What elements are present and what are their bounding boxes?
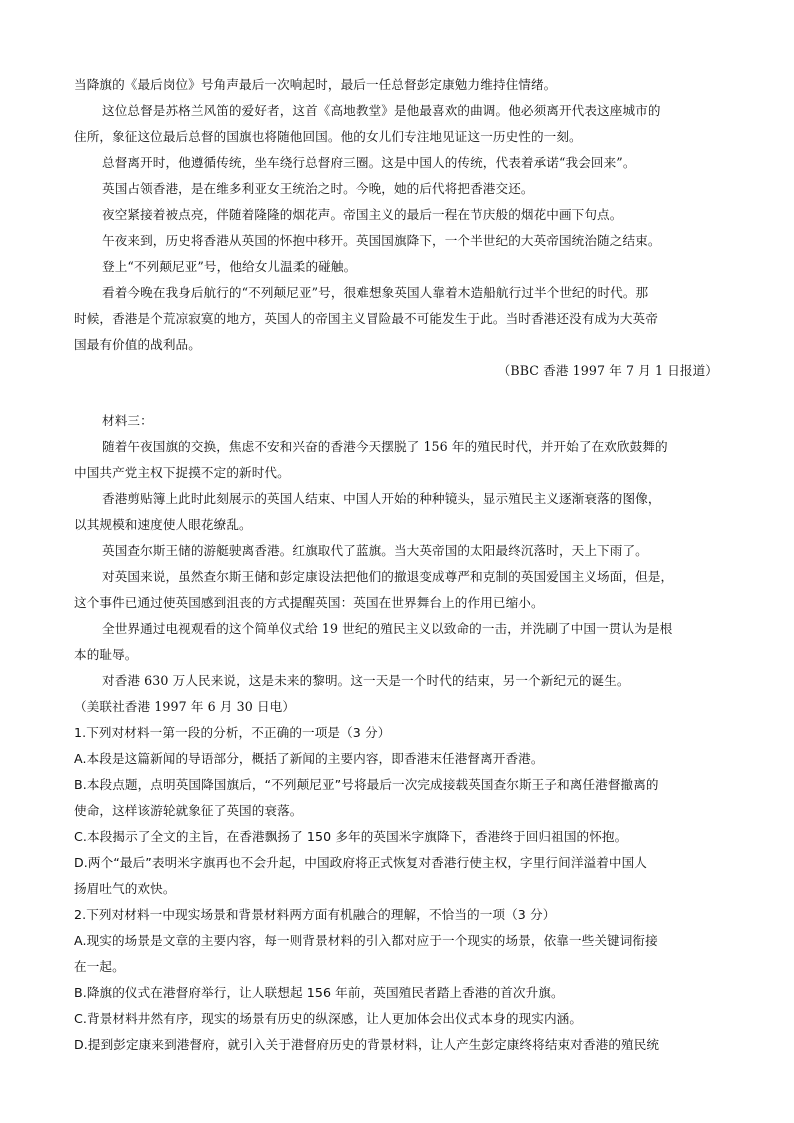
material2-line: 这位总督是苏格兰风笛的爱好者，这首《高地教堂》是他最喜欢的曲调。他必须离开代表这座城市的	[102, 103, 661, 118]
material2-line: 看着今晚在我身后航行的“不列颠尼亚”号，很难想象英国人靠着木造船航行过半个世纪的时代。那	[102, 285, 649, 300]
material3-line: 随着午夜国旗的交换，焦虑不安和兴奋的香港今天摆脱了 156 年的殖民时代，并开始了在欢欣鼓舞的	[102, 439, 668, 454]
question-option-c[interactable]: C.本段揭示了全文的主旨，在香港飘扬了 150 多年的英国米字旗降下，香港终于回归祖国的怀抱。	[74, 829, 628, 844]
question-option-b[interactable]: B.降旗的仪式在港督府举行，让人联想起 156 年前，英国殖民者踏上香港的首次升旗。	[74, 985, 564, 1000]
question-option-d-cont: 扬眉吐气的欢快。	[74, 881, 176, 896]
material2-source: （BBC 香港 1997 年 7 月 1 日报道）	[497, 363, 718, 378]
material3-line: 以其规模和速度使人眼花缭乱。	[74, 517, 252, 532]
question-option-b-cont: 使命，这样该游轮就象征了英国的衰落。	[74, 803, 303, 818]
material3-line: 这个事件已通过使英国感到沮丧的方式提醒英国：英国在世界舞台上的作用已缩小。	[74, 595, 544, 610]
material2-line: 英国占领香港，是在维多利亚女王统治之时。今晚，她的后代将把香港交还。	[102, 181, 534, 196]
question-option-a-cont: 在一起。	[74, 959, 125, 974]
material2-line: 登上“不列颠尼亚”号，他给女儿温柔的碰触。	[102, 259, 357, 274]
question-stem: 1.下列对材料一第一段的分析，不正确的一项是（3 分）	[74, 725, 391, 740]
material3-line: 本的耻辱。	[74, 647, 138, 662]
question-option-a[interactable]: A.本段是这篇新闻的导语部分，概括了新闻的主要内容，即香港末任港督离开香港。	[74, 751, 544, 766]
question-option-d[interactable]: D.提到彭定康来到港督府，就引入关于港督府历史的背景材料，让人产生彭定康终将结束对香港的殖民统	[74, 1037, 660, 1052]
material2-line: 国最有价值的战利品。	[74, 337, 201, 352]
material3-line: 对英国来说，虽然查尔斯王储和彭定康设法把他们的撤退变成尊严和克制的英国爱国主义场面，但是，	[102, 569, 674, 584]
question-option-b[interactable]: B.本段点题，点明英国降国旗后，“不列颠尼亚”号将最后一次完成接载英国查尔斯王子和离任港督撤离的	[74, 777, 659, 792]
material3-source: （美联社香港 1997 年 6 月 30 日电）	[74, 699, 296, 714]
material2-line: 总督离开时，他遵循传统，坐车绕行总督府三圈。这是中国人的传统，代表着承诺“我会回来”。	[102, 155, 636, 170]
material3-line: 英国查尔斯王储的游艇驶离香港。红旗取代了蓝旗。当大英帝国的太阳最终沉落时，天上下雨了。	[102, 543, 648, 558]
material3-line: 对香港 630 万人民来说，这是未来的黎明。这一天是一个时代的结束，另一个新纪元的诞生。	[102, 673, 630, 688]
material2-line: 午夜来到，历史将香港从英国的怀抱中移开。英国国旗降下，一个半世纪的大英帝国统治随之结束。	[102, 233, 661, 248]
material3-line: 中国共产党主权下捉摸不定的新时代。	[74, 465, 290, 480]
question-option-a[interactable]: A.现实的场景是文章的主要内容，每一则背景材料的引入都对应于一个现实的场景，依靠一些关键词衔接	[74, 933, 658, 948]
material2-line: 当降旗的《最后岗位》号角声最后一次响起时，最后一任总督彭定康勉力维持住情绪。	[74, 77, 557, 92]
question-option-d[interactable]: D.两个“最后”表明米字旗再也不会升起，中国政府将正式恢复对香港行使主权，字里行间洋溢着中国人	[74, 855, 647, 870]
material3-heading: 材料三：	[102, 413, 153, 428]
material3-line: 全世界通过电视观看的这个简单仪式给 19 世纪的殖民主义以致命的一击，并洗刷了中国一贯认为是根	[102, 621, 673, 636]
material2-line: 夜空紧接着被点亮，伴随着隆隆的烟花声。帝国主义的最后一程在节庆般的烟花中画下句点。	[102, 207, 623, 222]
question-stem: 2.下列对材料一中现实场景和背景材料两方面有机融合的理解，不恰当的一项（3 分）	[74, 907, 556, 922]
material2-line: 住所，象征这位最后总督的国旗也将随他回国。他的女儿们专注地见证这一历史性的一刻。	[74, 129, 582, 144]
question-option-c[interactable]: C.背景材料井然有序，现实的场景有历史的纵深感，让人更加体会出仪式本身的现实内涵。	[74, 1011, 583, 1026]
material2-line: 时候，香港是个荒凉寂寞的地方，英国人的帝国主义冒险最不可能发生于此。当时香港还没有成为大英帝	[74, 311, 658, 326]
material3-line: 香港剪贴簿上此时此刻展示的英国人结束、中国人开始的种种镜头，显示殖民主义逐渐衰落的图像，	[102, 491, 661, 506]
